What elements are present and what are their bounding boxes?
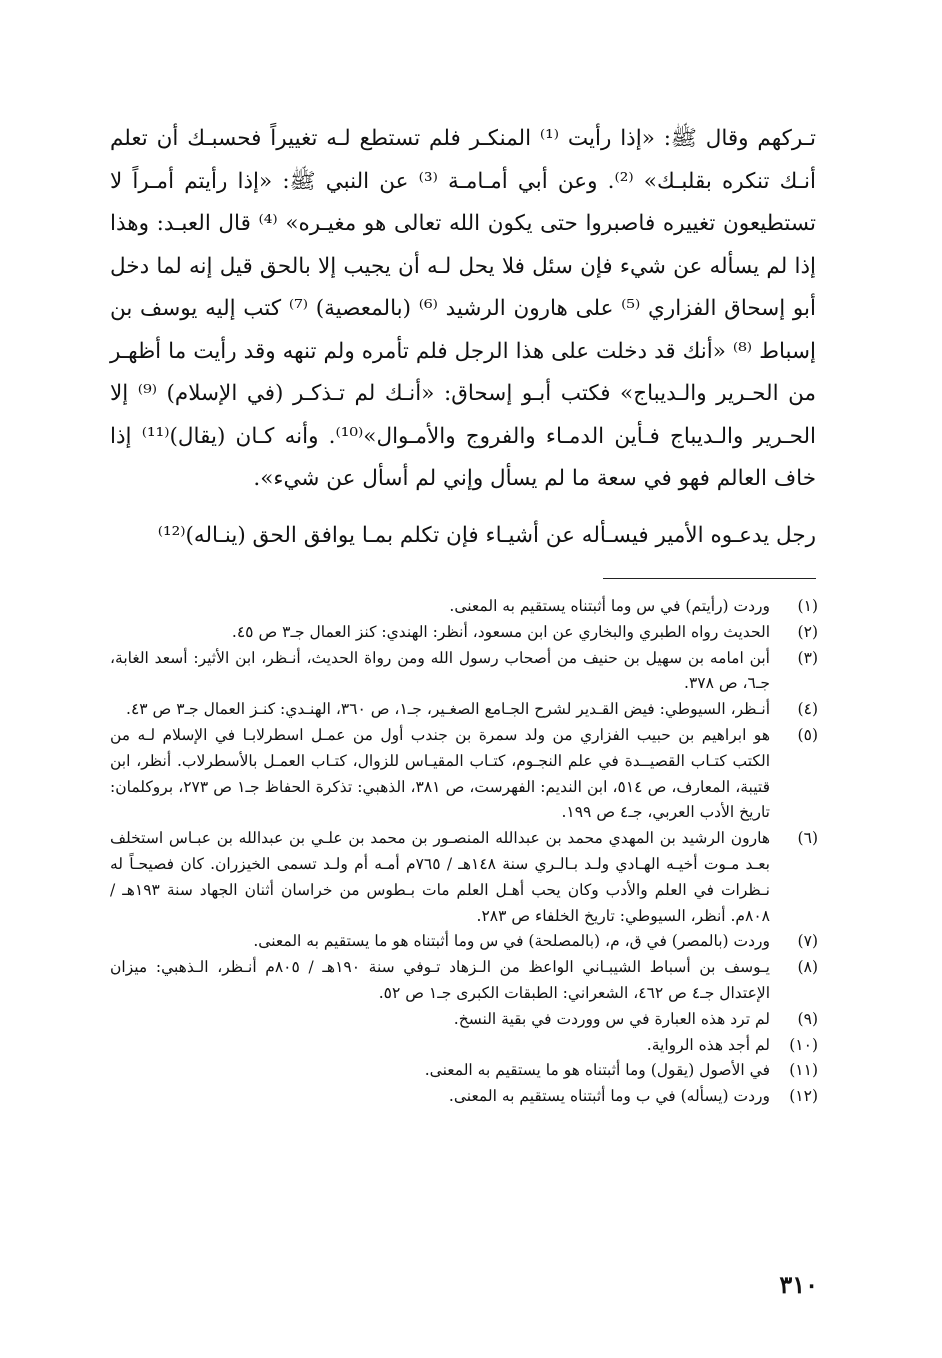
footnote-text: في الأصول (يقول) وما أثبتناه هو ما يستقيم به المعنى. (424, 1061, 770, 1080)
footnote-5 (110, 723, 818, 826)
paragraph-2: رجل يدعـوه الأمير فيسـأله عن أشيـاء فإن تكلم بمـا يوافق الحق (ينـاله)⁽¹²⁾ (157, 522, 816, 548)
paragraph-1: تـركهم وقال ﷺ: «إذا رأيت ⁽¹⁾ المنكـر فلم تستطع لـه تغييراً فحسبـك أن تعلم أنـك تنكره بقلبـك» ⁽²⁾. وعن أبي أمـامـة ⁽³⁾ عن النبي ﷺ: «إذا رأيتم أمـراً لا تستطيعون تغييره فاصبروا حتى يكون الله تعالى هو مغيـره» ⁽⁴⁾ قال العبـد: وهذا إذا لم يسأله عن شيء فإن سئل فلا يحل لـه أن يجيب إلا بالحق قيل إنه لما دخل أبو إسحاق الفزاري ⁽⁵⁾ على هارون الرشيد ⁽⁶⁾ (بالمعصية) ⁽⁷⁾ كتب إليه يوسف بن إسباط ⁽⁸⁾ «أنك قد دخلت على هذا الرجل فلم تأمره ولم تنهه وقد رأيت ما أظهـر من الحـرير والـديباج» فكتب أبـو إسحاق: «أنـك لم تـذكـر (في الإسلام) ⁽⁹⁾ إلا الحـرير والـديباج فـأين الدمـاء والفروج والأمـوال»⁽¹⁰⁾. وأنه كـان (يقال)⁽¹¹⁾ إذا خاف العالم فهو في سعة ما لم يسأل وإني لم أسأل عن شيء». (110, 126, 817, 491)
footnote-8 (110, 955, 818, 1007)
footnote-11 (110, 1058, 818, 1084)
footnote-number: (١٠) (789, 1035, 818, 1054)
footnote-4 (110, 697, 818, 723)
footnote-number: (٧) (797, 932, 818, 951)
footnote-number: (٨) (797, 958, 818, 977)
footnote-number: (٩) (797, 1009, 818, 1028)
footnote-text: لم أجد هذه الرواية. (646, 1035, 770, 1054)
footnote-number: (١) (797, 597, 818, 615)
footnote-6 (110, 826, 818, 929)
footnote-text: وردت (يسأله) في ب وما أثبتناه يستقيم به المعنى. (448, 1087, 770, 1106)
footnote-10 (110, 1033, 818, 1059)
footnote-12 (110, 1084, 818, 1110)
footnote-text: هارون الرشيد بن المهدي محمد بن عبدالله المنصـور بن محمد بن علـي بن عبدالله بن عبـاس استخلف بعـد مـوت أخيـه الهـادي ولـد بـالـري سنة ١٤٨هـ / ٧٦٥م أمـه أم ولـد تسمى الخيزران. كان فصيحـاً له نـظرات في العلم والأدب وكان يحب أهـل العلم مات بـطوس من خراسان أثنان الجهاد سنة ١٩٣هـ / ٨٠٨م. أنظر، السيوطي: تاريخ الخلفاء ص ٢٨٣. (110, 829, 770, 925)
footnote-number: (١١) (789, 1061, 818, 1080)
footnote-text: أبن امامه بن سهيل بن حنيف من أصحاب رسول الله ومن رواة الحديث، أنـظر، ابن الأثير: أسعد الغابة، جـ٦، ص ٣٧٨. (110, 648, 770, 693)
footnotes (110, 594, 818, 1110)
footnote-number: (٣) (797, 648, 818, 667)
footnote-number: (٥) (797, 725, 818, 744)
main-text (110, 118, 816, 557)
footnote-9 (110, 1007, 818, 1033)
footnote-text: لم ترد هذه العبارة في س ووردت في بقية النسخ. (453, 1009, 770, 1028)
footnote-text: هو ابراهيم بن حبيب الفزاري من ولد سمرة بن جندب أول من عمـل اسطرلابـا في الإسلام لـه من الكتب كتـاب القصيــدة في علم النجـوم، كتـاب المقيـاس للزوال، كتـاب العمـل بالأسطرلاب. أنظر، ابن قتيبة، المعارف، ص ٥١٤، ابن النديم: الفهرست، ص ٣٨١، الذهبي: تذكرة الحفاظ جـ١ ص ٢٧٣، بروكلمان: تاريخ الأدب العربي، جـ٤ ص ١٩٩. (110, 725, 770, 822)
footnote-7 (110, 929, 818, 955)
footnote-text: وردت (رأيتم) في س وما أثبتناه يستقيم به المعنى. (449, 597, 770, 615)
footnote-text: وردت (بالمصر) في ق، م، (بالمصلحة) في س وما أثبتناه هو ما يستقيم به المعنى. (253, 932, 770, 951)
footnote-number: (١٢) (789, 1087, 818, 1106)
footnote-number: (٦) (797, 829, 818, 848)
footnote-number: (٤) (797, 700, 818, 719)
footnote-1 (110, 594, 818, 620)
footnote-text: يـوسف بن أسباط الشيبـاني الواعظ من الـزهاد تـوفي سنة ١٩٠هـ / ٨٠٥م أنـظر، الـذهبي: ميزان الإعتدال جـ٤ ص ٤٦٢، الشعراني: الطبقات الكبرى جـ١ ص ٥٢. (110, 958, 770, 1002)
footnote-text: الحديث رواه الطبري والبخاري عن ابن مسعود، أنظر: الهندي: كنز العمال جـ٣ ص ٤٥. (231, 622, 770, 641)
footnote-number: (٢) (797, 622, 818, 641)
footnote-2 (110, 620, 818, 646)
footnote-text: أنـظر، السيوطي: فيض القـدير لشرح الجـامع الصغـير، جـ١، ص ٣٦٠، الهنـدي: كنـز العمال جـ٣ ص ٤٣. (126, 700, 770, 719)
footnote-divider (603, 578, 816, 579)
page-number: ٣١٠ (779, 1270, 818, 1299)
footnote-3 (110, 646, 818, 698)
